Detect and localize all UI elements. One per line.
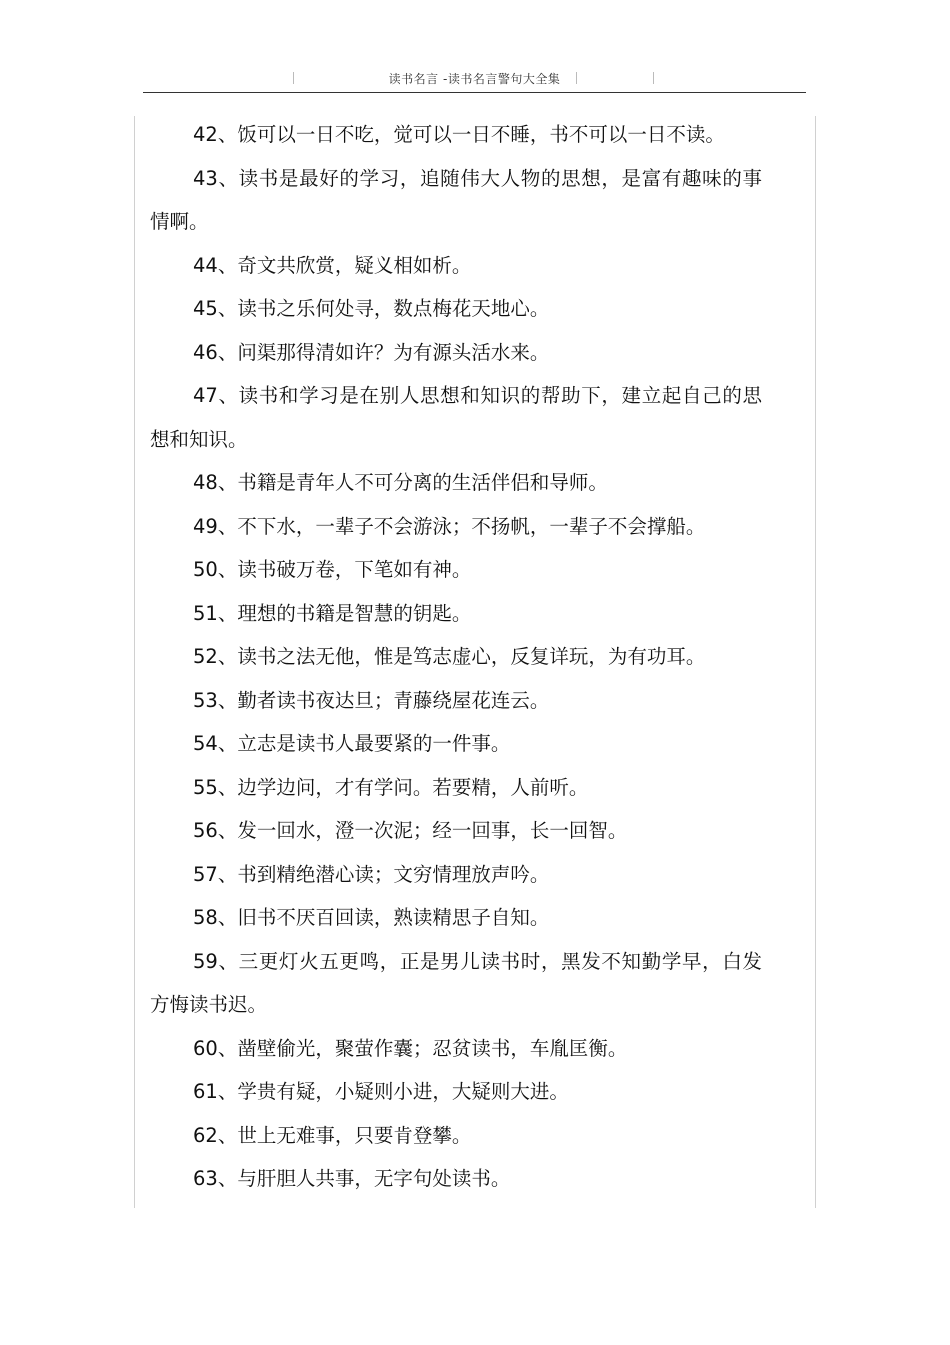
quote-item: 55、边学边问，才有学问。若要精，人前听。 (193, 775, 589, 799)
quote-item: 45、读书之乐何处寻，数点梅花天地心。 (193, 297, 550, 320)
quote-item: 61、学贵有疑，小疑则小进，大疑则大进。 (193, 1080, 569, 1103)
quote-item: 57、书到精绝潜心读；文穷情理放声吟。 (193, 862, 550, 886)
quote-item: 52、读书之法无他，惟是笃志虚心，反复详玩，为有功耳。 (193, 645, 706, 668)
quote-item: 63、与肝胆人共事，无字句处读书。 (193, 1167, 511, 1190)
quote-item: 43、读书是最好的学习，追随伟大人物的思想，是富有趣味的事情啊。 (150, 166, 762, 233)
quote-item: 54、立志是读书人最要紧的一件事。 (193, 732, 511, 755)
page-frame-right (815, 116, 816, 1208)
quote-item: 47、读书和学习是在别人思想和知识的帮助下，建立起自己的思想和知识。 (150, 384, 762, 451)
quote-item: 60、凿壁偷光，聚萤作囊；忍贫读书，车胤匡衡。 (193, 1036, 628, 1060)
quote-item: 62、世上无难事，只要肯登攀。 (193, 1123, 472, 1147)
quote-item: 58、旧书不厌百回读，熟读精思子自知。 (193, 906, 550, 929)
quote-item: 53、勤者读书夜达旦；青藤绕屋花连云。 (193, 688, 550, 712)
quote-item: 46、问渠那得清如许？为有源头活水来。 (193, 340, 550, 364)
quote-item: 49、不下水，一辈子不会游泳；不扬帆，一辈子不会撑船。 (193, 514, 706, 538)
quote-item: 56、发一回水，澄一次泥；经一回事，长一回智。 (193, 819, 628, 842)
quote-item: 51、理想的书籍是智慧的钥匙。 (193, 601, 472, 625)
quote-item: 44、奇文共欣赏，疑义相如析。 (193, 253, 472, 277)
header-divider (576, 72, 577, 84)
quote-item: 50、读书破万卷，下笔如有神。 (193, 558, 472, 581)
header-divider (653, 72, 654, 84)
quote-item: 42、饭可以一日不吃，觉可以一日不睡，书不可以一日不读。 (193, 123, 725, 146)
page-header (143, 62, 806, 93)
quote-list (150, 113, 762, 1201)
quote-item: 59、三更灯火五更鸣，正是男儿读书时，黑发不知勤学早，白发方悔读书迟。 (150, 949, 762, 1016)
quote-item: 48、书籍是青年人不可分离的生活伴侣和导师。 (193, 471, 608, 494)
header-title: 读书名言 -读书名言警句大全集 (388, 72, 561, 86)
page-frame-left (134, 116, 135, 1208)
